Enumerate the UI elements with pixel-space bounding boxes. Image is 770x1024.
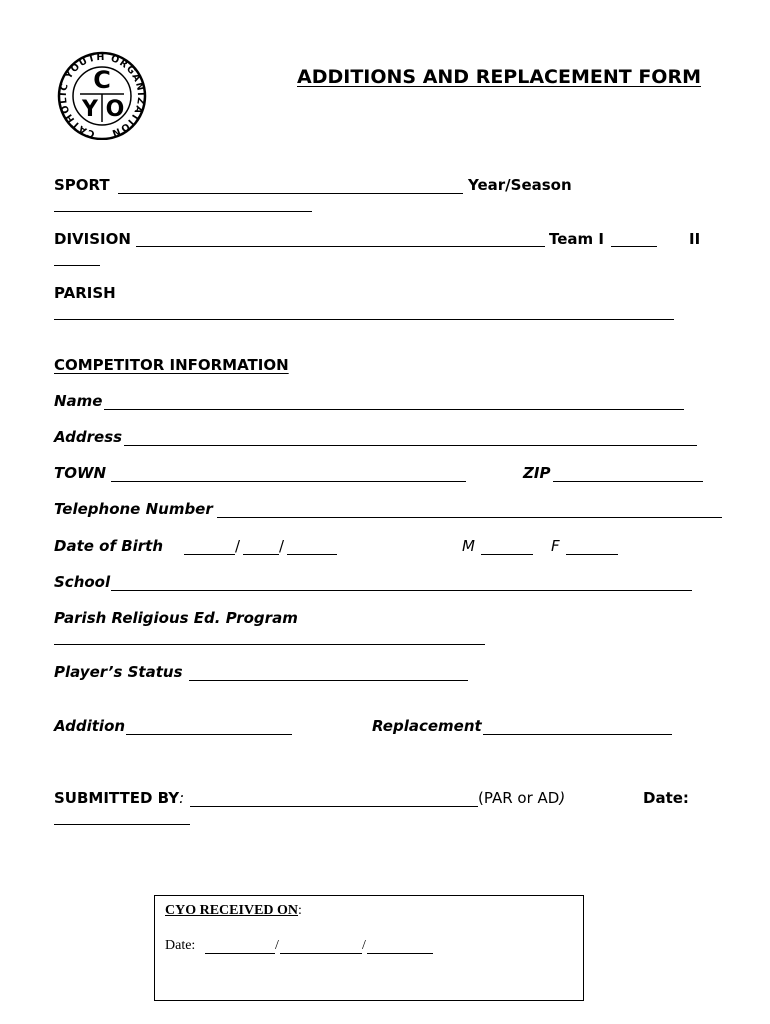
team-two-label: II [689, 230, 701, 248]
year-season-field[interactable] [54, 211, 312, 212]
received-separator-2: / [362, 938, 366, 953]
town-label: TOWN [54, 464, 107, 482]
submitted-date-label: Date: [643, 789, 689, 807]
town-field[interactable] [111, 481, 466, 482]
logo-letter-y: Y [82, 97, 98, 122]
competitor-heading: COMPETITOR INFORMATION [54, 356, 289, 374]
dob-separator-2: / [279, 537, 285, 555]
name-label: Name [54, 392, 103, 410]
par-or-ad-text: (PAR or AD [478, 789, 560, 807]
par-or-ad-close: ) [559, 789, 566, 807]
addition-label: Addition [54, 717, 126, 735]
school-label: School [54, 573, 111, 591]
player-status-label: Player’s Status [54, 663, 183, 681]
division-field[interactable] [136, 246, 545, 247]
cyo-received-label: CYO RECEIVED ON [165, 903, 299, 918]
received-day-field[interactable] [280, 953, 362, 954]
replacement-field[interactable] [483, 734, 672, 735]
school-field[interactable] [111, 590, 692, 591]
submitted-by-field[interactable] [190, 806, 478, 807]
address-label: Address [54, 428, 123, 446]
zip-label: ZIP [523, 464, 551, 482]
dob-day-field[interactable] [243, 554, 279, 555]
received-month-field[interactable] [205, 953, 275, 954]
dob-month-field[interactable] [184, 554, 235, 555]
logo-ring-text: CATHOLIC YOUTH ORGANIZATION [57, 51, 147, 140]
logo-letter-o: O [105, 97, 125, 122]
sport-field[interactable] [118, 193, 463, 194]
received-separator-1: / [275, 938, 279, 953]
addition-field[interactable] [126, 734, 292, 735]
religious-ed-label: Parish Religious Ed. Program [54, 609, 298, 627]
dob-label: Date of Birth [54, 537, 164, 555]
dob-year-field[interactable] [287, 554, 337, 555]
submitted-by-row [54, 789, 184, 807]
female-field[interactable] [566, 554, 618, 555]
cyo-received-box [154, 895, 584, 1001]
cyo-received-colon: : [298, 903, 302, 918]
dob-separator-1: / [235, 537, 241, 555]
religious-ed-field[interactable] [54, 644, 485, 645]
submitted-by-label: SUBMITTED BY [54, 789, 180, 807]
parish-label: PARISH [54, 284, 116, 302]
name-field[interactable] [104, 409, 684, 410]
zip-field[interactable] [553, 481, 703, 482]
telephone-label: Telephone Number [54, 500, 213, 518]
player-status-field[interactable] [189, 680, 468, 681]
male-label: M [462, 537, 475, 555]
form-title: ADDITIONS AND REPLACEMENT FORM [297, 66, 701, 88]
parish-field[interactable] [54, 319, 674, 320]
cyo-logo [56, 50, 148, 140]
par-or-ad-note [478, 789, 565, 807]
division-label: DIVISION [54, 230, 131, 248]
address-field[interactable] [124, 445, 697, 446]
received-date-label: Date: [165, 938, 196, 953]
logo-letter-c: C [93, 66, 111, 94]
female-label: F [551, 537, 560, 555]
sport-label: SPORT [54, 176, 110, 194]
replacement-label: Replacement [372, 717, 482, 735]
team-two-field[interactable] [54, 265, 100, 266]
cyo-received-row [165, 903, 302, 919]
telephone-field[interactable] [217, 517, 722, 518]
team-one-label: Team I [549, 230, 604, 248]
received-year-field[interactable] [367, 953, 433, 954]
male-field[interactable] [481, 554, 533, 555]
year-season-label: Year/Season [468, 176, 572, 194]
team-one-field[interactable] [611, 246, 657, 247]
submitted-date-field[interactable] [54, 824, 190, 825]
submitted-by-colon: : [179, 789, 185, 807]
cyo-seal-icon [56, 50, 148, 140]
